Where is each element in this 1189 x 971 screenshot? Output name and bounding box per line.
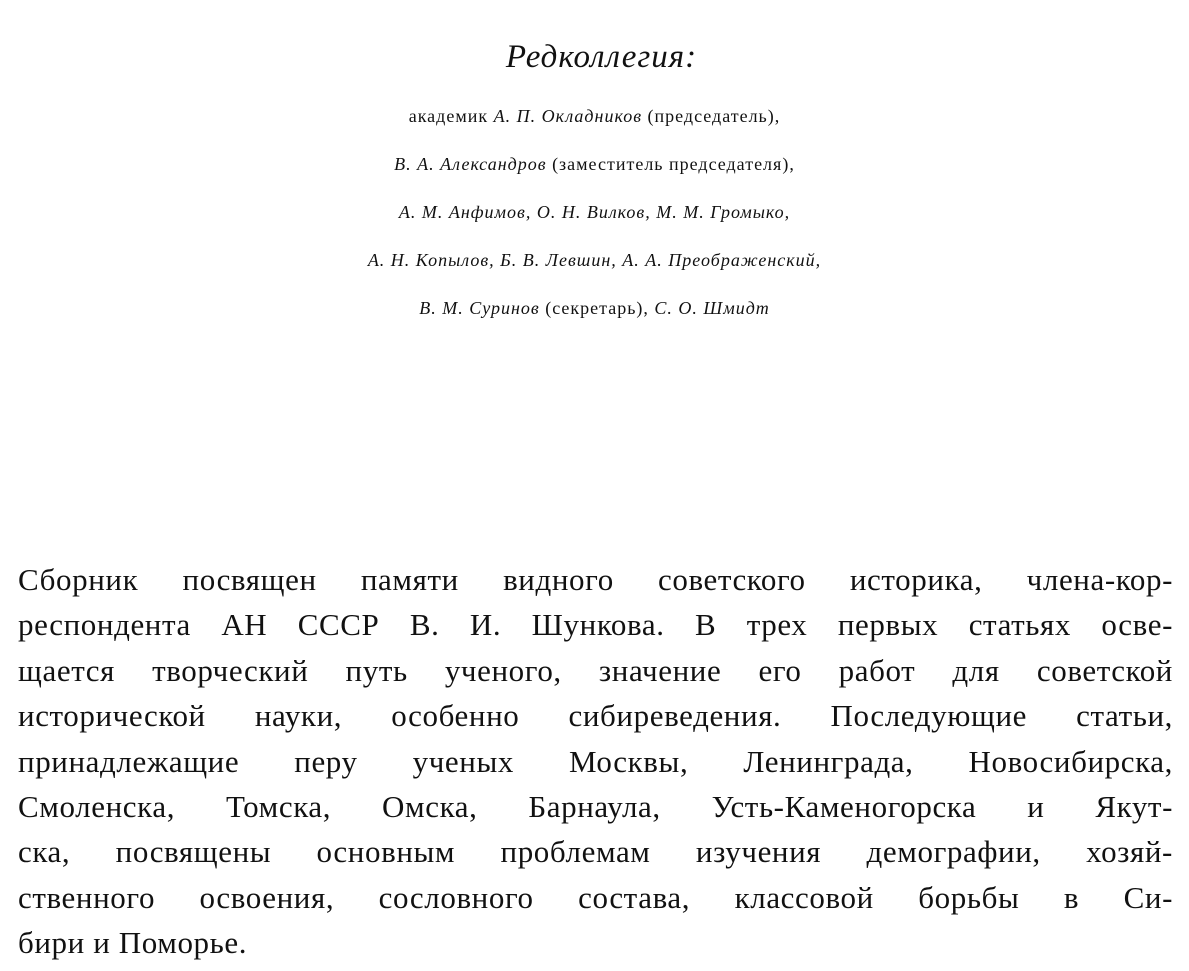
- abstract: [18, 557, 1173, 966]
- member-name: С. О. Шмидт: [654, 298, 770, 318]
- member-name: А. М. Анфимов, О. Н. Вилков, М. М. Громыко,: [398, 202, 791, 222]
- board-member-line: [0, 188, 1189, 236]
- abstract-line: ска, посвящены основным проблемам изучения демографии, хозяй-: [18, 834, 1173, 870]
- member-role: (председатель),: [642, 106, 781, 126]
- abstract-line: респондента АН СССР В. И. Шункова. В трех первых статьях осве-: [18, 607, 1173, 643]
- member-name: В. М. Суринов: [419, 298, 540, 318]
- member-name: А. П. Окладников: [493, 106, 643, 126]
- board-member-line: [0, 140, 1189, 188]
- abstract-line: Сборник посвящен памяти видного советского историка, члена-кор-: [18, 562, 1173, 597]
- member-role: (заместитель председателя),: [546, 154, 795, 174]
- editorial-board-heading: Редколлегия:: [505, 39, 698, 75]
- member-name: В. А. Александров: [394, 154, 547, 174]
- board-member-line: [0, 92, 1189, 140]
- member-role: академик: [408, 106, 494, 126]
- editorial-board: [0, 28, 1189, 332]
- board-member-line: [0, 236, 1189, 284]
- abstract-line: бири и Поморье.: [18, 925, 248, 961]
- abstract-paragraph: [18, 557, 1173, 966]
- board-member-line: [0, 284, 1189, 332]
- editorial-board-members: [0, 92, 1189, 332]
- abstract-line: исторической науки, особенно сибиреведения. Последующие статьи,: [18, 698, 1173, 734]
- abstract-line: щается творческий путь ученого, значение его работ для советской: [18, 652, 1173, 688]
- abstract-line: ственного освоения, сословного состава, классовой борьбы в Си-: [18, 879, 1173, 915]
- abstract-line: Смоленска, Томска, Омска, Барнаула, Усть-Каменогорска и Якут-: [18, 788, 1173, 824]
- member-role: (секретарь),: [539, 298, 655, 318]
- abstract-line: принадлежащие перу ученых Москвы, Ленинграда, Новосибирска,: [18, 743, 1173, 779]
- member-name: А. Н. Копылов, Б. В. Левшин, А. А. Преображенский,: [367, 250, 822, 270]
